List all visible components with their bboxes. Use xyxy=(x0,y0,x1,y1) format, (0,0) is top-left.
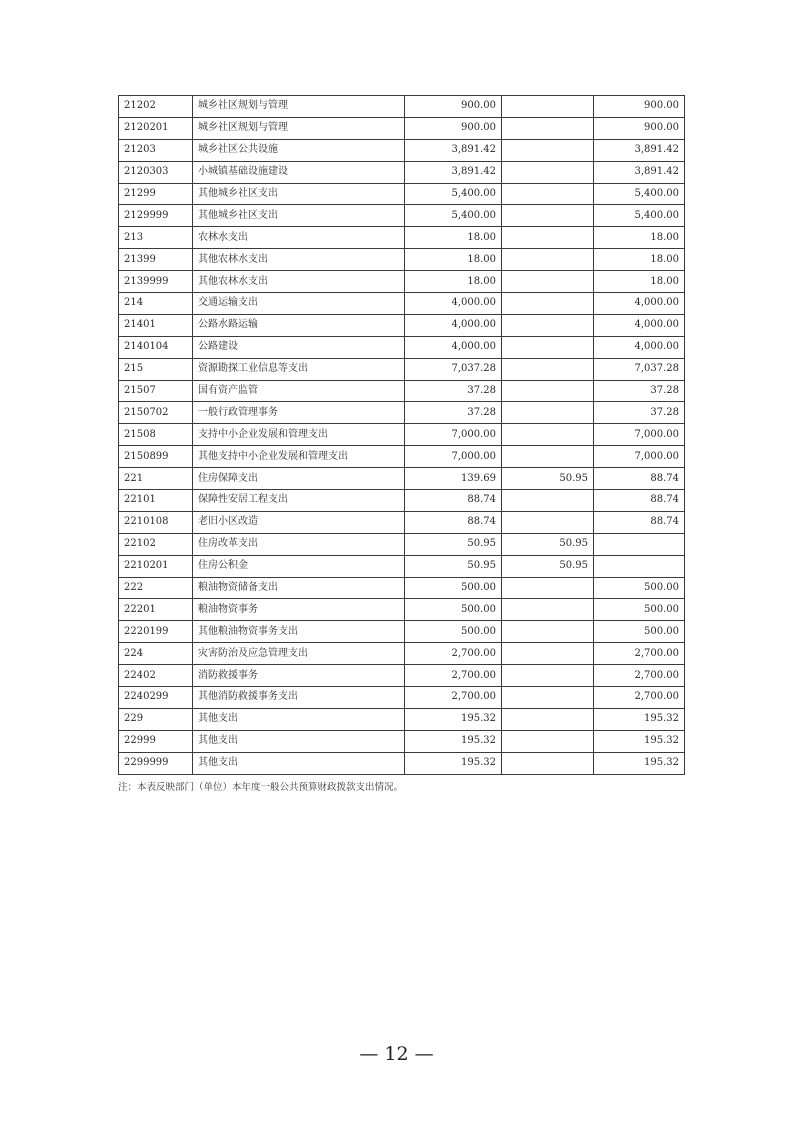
cell-project: 88.74 xyxy=(594,490,685,512)
table-row xyxy=(119,533,685,555)
table-row xyxy=(119,490,685,512)
cell-name: 国有资产监管 xyxy=(193,380,405,402)
cell-total: 50.95 xyxy=(405,555,502,577)
cell-code: 229 xyxy=(119,708,193,730)
cell-code: 22402 xyxy=(119,665,193,687)
cell-basic xyxy=(502,271,594,293)
cell-name: 公路建设 xyxy=(193,336,405,358)
cell-name: 城乡社区公共设施 xyxy=(193,139,405,161)
cell-name: 其他支出 xyxy=(193,730,405,752)
cell-code: 2129999 xyxy=(119,205,193,227)
cell-total: 18.00 xyxy=(405,227,502,249)
cell-total: 37.28 xyxy=(405,380,502,402)
cell-project: 37.28 xyxy=(594,402,685,424)
table-row xyxy=(119,468,685,490)
cell-total: 18.00 xyxy=(405,249,502,271)
cell-project: 2,700.00 xyxy=(594,687,685,709)
cell-basic xyxy=(502,424,594,446)
cell-total: 195.32 xyxy=(405,730,502,752)
table-row xyxy=(119,271,685,293)
page-number: — 12 — xyxy=(359,1043,434,1065)
cell-project: 4,000.00 xyxy=(594,314,685,336)
cell-basic: 50.95 xyxy=(502,533,594,555)
table-row xyxy=(119,161,685,183)
cell-project: 195.32 xyxy=(594,730,685,752)
cell-project: 5,400.00 xyxy=(594,205,685,227)
table-row xyxy=(119,380,685,402)
cell-basic xyxy=(502,490,594,512)
cell-code: 2120201 xyxy=(119,117,193,139)
cell-basic xyxy=(502,205,594,227)
cell-code: 2139999 xyxy=(119,271,193,293)
cell-project: 3,891.42 xyxy=(594,161,685,183)
table-row xyxy=(119,139,685,161)
cell-total: 900.00 xyxy=(405,117,502,139)
cell-name: 保障性安居工程支出 xyxy=(193,490,405,512)
cell-code: 2240299 xyxy=(119,687,193,709)
cell-project: 5,400.00 xyxy=(594,183,685,205)
cell-basic xyxy=(502,183,594,205)
cell-name: 其他农林水支出 xyxy=(193,271,405,293)
cell-code: 22999 xyxy=(119,730,193,752)
cell-project xyxy=(594,533,685,555)
cell-total: 500.00 xyxy=(405,599,502,621)
table-row xyxy=(119,555,685,577)
cell-name: 其他城乡社区支出 xyxy=(193,183,405,205)
cell-name: 其他农林水支出 xyxy=(193,249,405,271)
cell-project: 900.00 xyxy=(594,96,685,118)
cell-code: 21299 xyxy=(119,183,193,205)
budget-table xyxy=(118,95,685,775)
cell-basic xyxy=(502,96,594,118)
cell-name: 交通运输支出 xyxy=(193,293,405,315)
cell-name: 其他粮油物资事务支出 xyxy=(193,621,405,643)
cell-name: 住房改革支出 xyxy=(193,533,405,555)
cell-total: 2,700.00 xyxy=(405,687,502,709)
table-row xyxy=(119,752,685,774)
table-row xyxy=(119,96,685,118)
cell-basic xyxy=(502,380,594,402)
table-row xyxy=(119,730,685,752)
cell-total: 7,000.00 xyxy=(405,424,502,446)
cell-code: 22201 xyxy=(119,599,193,621)
cell-project: 500.00 xyxy=(594,599,685,621)
cell-basic xyxy=(502,358,594,380)
cell-name: 其他城乡社区支出 xyxy=(193,205,405,227)
cell-basic xyxy=(502,139,594,161)
cell-basic xyxy=(502,227,594,249)
cell-total: 4,000.00 xyxy=(405,314,502,336)
cell-basic xyxy=(502,402,594,424)
cell-code: 21203 xyxy=(119,139,193,161)
cell-name: 老旧小区改造 xyxy=(193,511,405,533)
cell-name: 消防救援事务 xyxy=(193,665,405,687)
table-row xyxy=(119,358,685,380)
cell-total: 2,700.00 xyxy=(405,665,502,687)
cell-basic: 50.95 xyxy=(502,555,594,577)
cell-project: 4,000.00 xyxy=(594,293,685,315)
cell-basic: 50.95 xyxy=(502,468,594,490)
cell-total: 18.00 xyxy=(405,271,502,293)
cell-project: 3,891.42 xyxy=(594,139,685,161)
cell-basic xyxy=(502,336,594,358)
cell-total: 500.00 xyxy=(405,577,502,599)
cell-total: 50.95 xyxy=(405,533,502,555)
cell-basic xyxy=(502,511,594,533)
cell-code: 22102 xyxy=(119,533,193,555)
cell-code: 2150702 xyxy=(119,402,193,424)
cell-total: 500.00 xyxy=(405,621,502,643)
cell-total: 88.74 xyxy=(405,490,502,512)
cell-total: 5,400.00 xyxy=(405,183,502,205)
cell-name: 住房保障支出 xyxy=(193,468,405,490)
cell-name: 其他支持中小企业发展和管理支出 xyxy=(193,446,405,468)
table-row xyxy=(119,293,685,315)
cell-project: 2,700.00 xyxy=(594,643,685,665)
cell-name: 支持中小企业发展和管理支出 xyxy=(193,424,405,446)
table-note: 注：本表反映部门（单位）本年度一般公共预算财政拨款支出情况。 xyxy=(118,782,404,793)
cell-code: 2150899 xyxy=(119,446,193,468)
cell-basic xyxy=(502,730,594,752)
table-row xyxy=(119,117,685,139)
cell-project: 7,037.28 xyxy=(594,358,685,380)
table-row xyxy=(119,205,685,227)
cell-name: 粮油物资储备支出 xyxy=(193,577,405,599)
cell-project: 500.00 xyxy=(594,577,685,599)
cell-name: 城乡社区规划与管理 xyxy=(193,96,405,118)
cell-basic xyxy=(502,599,594,621)
table-row xyxy=(119,402,685,424)
cell-name: 一般行政管理事务 xyxy=(193,402,405,424)
cell-project: 4,000.00 xyxy=(594,336,685,358)
cell-basic xyxy=(502,314,594,336)
cell-total: 2,700.00 xyxy=(405,643,502,665)
cell-code: 21507 xyxy=(119,380,193,402)
cell-basic xyxy=(502,687,594,709)
table-row xyxy=(119,314,685,336)
table-row xyxy=(119,227,685,249)
cell-project: 88.74 xyxy=(594,511,685,533)
cell-total: 7,000.00 xyxy=(405,446,502,468)
cell-code: 215 xyxy=(119,358,193,380)
budget-table-body xyxy=(119,96,685,775)
cell-project: 18.00 xyxy=(594,271,685,293)
table-row xyxy=(119,336,685,358)
cell-name: 其他支出 xyxy=(193,752,405,774)
cell-code: 224 xyxy=(119,643,193,665)
cell-code: 2120303 xyxy=(119,161,193,183)
cell-name: 其他消防救援事务支出 xyxy=(193,687,405,709)
table-row xyxy=(119,599,685,621)
cell-total: 900.00 xyxy=(405,96,502,118)
cell-code: 22101 xyxy=(119,490,193,512)
cell-total: 88.74 xyxy=(405,511,502,533)
cell-project: 900.00 xyxy=(594,117,685,139)
table-row xyxy=(119,183,685,205)
table-row xyxy=(119,511,685,533)
cell-total: 37.28 xyxy=(405,402,502,424)
cell-project: 18.00 xyxy=(594,227,685,249)
table-row xyxy=(119,621,685,643)
cell-total: 4,000.00 xyxy=(405,293,502,315)
cell-name: 资源勘探工业信息等支出 xyxy=(193,358,405,380)
cell-total: 5,400.00 xyxy=(405,205,502,227)
cell-code: 21202 xyxy=(119,96,193,118)
cell-basic xyxy=(502,161,594,183)
cell-project: 18.00 xyxy=(594,249,685,271)
cell-name: 农林水支出 xyxy=(193,227,405,249)
cell-basic xyxy=(502,708,594,730)
cell-code: 2210201 xyxy=(119,555,193,577)
cell-basic xyxy=(502,643,594,665)
cell-total: 195.32 xyxy=(405,752,502,774)
cell-code: 21401 xyxy=(119,314,193,336)
cell-code: 2140104 xyxy=(119,336,193,358)
cell-basic xyxy=(502,446,594,468)
cell-total: 3,891.42 xyxy=(405,161,502,183)
cell-code: 2210108 xyxy=(119,511,193,533)
table-row xyxy=(119,643,685,665)
table-row xyxy=(119,446,685,468)
cell-total: 139.69 xyxy=(405,468,502,490)
cell-name: 粮油物资事务 xyxy=(193,599,405,621)
cell-basic xyxy=(502,293,594,315)
cell-project: 500.00 xyxy=(594,621,685,643)
cell-code: 2299999 xyxy=(119,752,193,774)
cell-project: 7,000.00 xyxy=(594,446,685,468)
cell-code: 222 xyxy=(119,577,193,599)
cell-basic xyxy=(502,117,594,139)
cell-project: 2,700.00 xyxy=(594,665,685,687)
cell-project: 195.32 xyxy=(594,708,685,730)
cell-project: 7,000.00 xyxy=(594,424,685,446)
cell-basic xyxy=(502,621,594,643)
cell-basic xyxy=(502,249,594,271)
cell-basic xyxy=(502,577,594,599)
cell-project: 88.74 xyxy=(594,468,685,490)
cell-name: 住房公积金 xyxy=(193,555,405,577)
cell-name: 其他支出 xyxy=(193,708,405,730)
cell-code: 2220199 xyxy=(119,621,193,643)
cell-name: 灾害防治及应急管理支出 xyxy=(193,643,405,665)
table-row xyxy=(119,665,685,687)
cell-project xyxy=(594,555,685,577)
cell-code: 221 xyxy=(119,468,193,490)
cell-code: 21508 xyxy=(119,424,193,446)
table-row xyxy=(119,708,685,730)
cell-code: 21399 xyxy=(119,249,193,271)
cell-name: 公路水路运输 xyxy=(193,314,405,336)
table-row xyxy=(119,424,685,446)
table-row xyxy=(119,249,685,271)
cell-basic xyxy=(502,752,594,774)
cell-total: 4,000.00 xyxy=(405,336,502,358)
cell-total: 7,037.28 xyxy=(405,358,502,380)
cell-name: 城乡社区规划与管理 xyxy=(193,117,405,139)
cell-name: 小城镇基础设施建设 xyxy=(193,161,405,183)
cell-basic xyxy=(502,665,594,687)
cell-total: 195.32 xyxy=(405,708,502,730)
cell-project: 195.32 xyxy=(594,752,685,774)
cell-code: 214 xyxy=(119,293,193,315)
table-row xyxy=(119,577,685,599)
cell-total: 3,891.42 xyxy=(405,139,502,161)
cell-code: 213 xyxy=(119,227,193,249)
table-row xyxy=(119,687,685,709)
cell-project: 37.28 xyxy=(594,380,685,402)
